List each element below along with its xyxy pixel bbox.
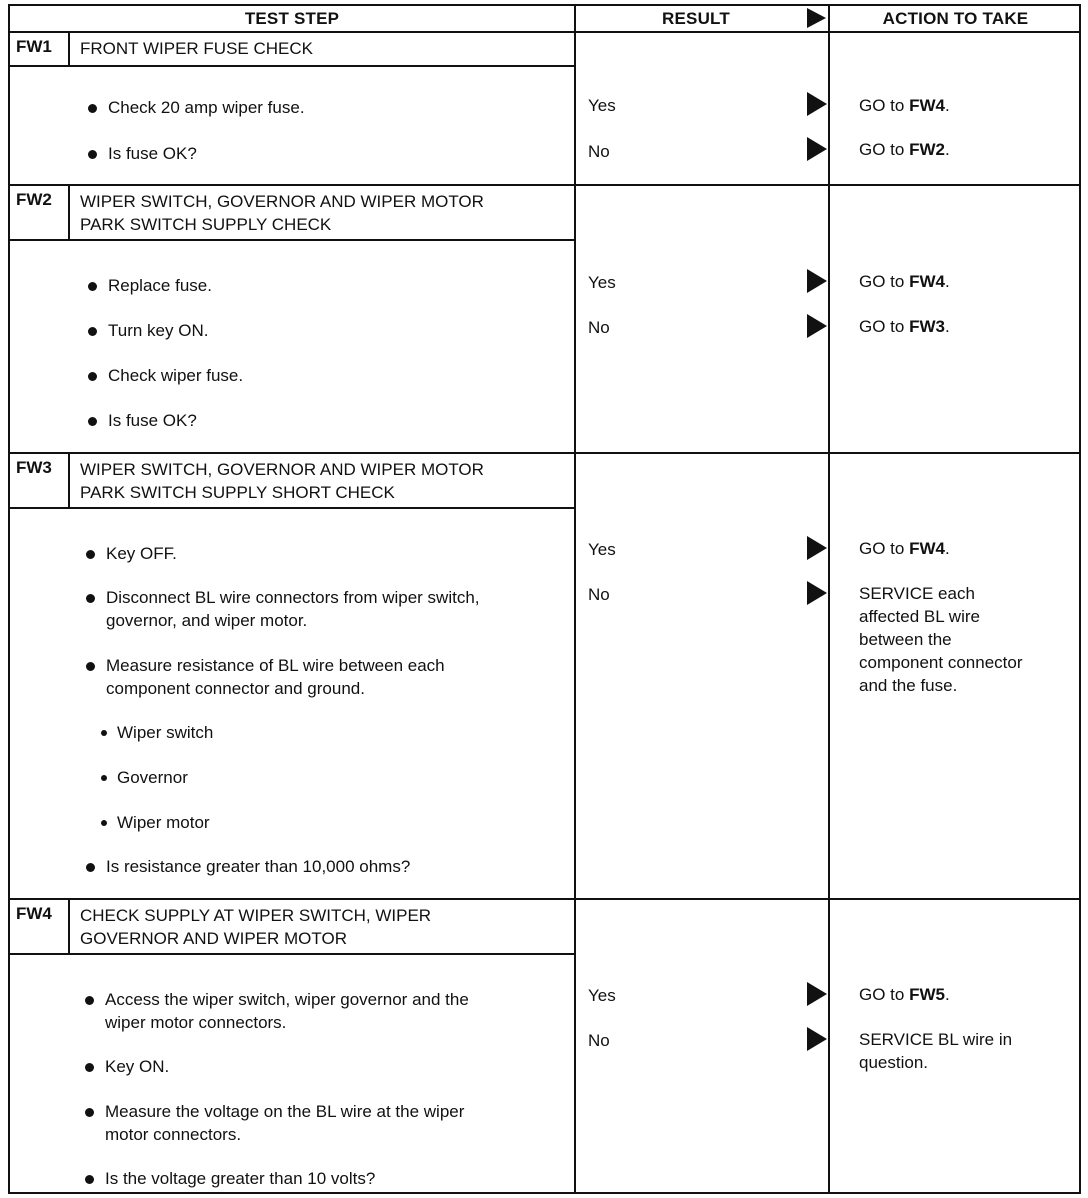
- result-no: No: [588, 585, 610, 604]
- result-arrow-icon: [807, 982, 827, 1006]
- step-bullet: Disconnect BL wire connectors from wiper switch, governor, and wiper motor.: [106, 586, 480, 632]
- result-yes: Yes: [588, 540, 616, 559]
- step-id: FW1: [10, 33, 70, 65]
- step-bullet: Turn key ON.: [108, 319, 208, 342]
- step-bullet: Key ON.: [105, 1055, 169, 1078]
- result-arrow-icon: [807, 536, 827, 560]
- bullet-icon: [85, 1108, 94, 1117]
- result-no: No: [588, 1031, 610, 1050]
- step-sub-bullet: Wiper motor: [117, 811, 210, 834]
- bullet-icon: [88, 327, 97, 336]
- step-title: FRONT WIPER FUSE CHECK: [80, 39, 313, 58]
- step-title: CHECK SUPPLY AT WIPER SWITCH, WIPER GOVERNOR AND WIPER MOTOR: [80, 906, 432, 948]
- bullet-icon: [88, 150, 97, 159]
- step-bullet: Measure the voltage on the BL wire at the wiper motor connectors.: [105, 1100, 464, 1146]
- header-arrow-icon: [807, 8, 826, 28]
- result-yes: Yes: [588, 273, 616, 292]
- result-arrow-icon: [807, 269, 827, 293]
- result-yes: Yes: [588, 986, 616, 1005]
- bullet-icon: [101, 730, 107, 736]
- step-bullet: Check wiper fuse.: [108, 364, 243, 387]
- bullet-icon: [101, 820, 107, 826]
- bullet-icon: [85, 996, 94, 1005]
- result-arrow-icon: [807, 1027, 827, 1051]
- bullet-icon: [85, 1175, 94, 1184]
- action-text: GO to FW4.: [859, 539, 950, 558]
- diagnostic-table: [8, 4, 1081, 1194]
- action-text: GO to FW5.: [859, 985, 950, 1004]
- result-yes: Yes: [588, 96, 616, 115]
- step-bullet: Is the voltage greater than 10 volts?: [105, 1167, 375, 1190]
- step-id: FW4: [10, 900, 70, 953]
- action-text: SERVICE each affected BL wire between the component connector and the fuse.: [859, 584, 1023, 695]
- step-sub-bullet: Governor: [117, 766, 188, 789]
- bullet-icon: [86, 863, 95, 872]
- step-bullet: Key OFF.: [106, 542, 177, 565]
- step-bullet: Check 20 amp wiper fuse.: [108, 96, 305, 119]
- result-no: No: [588, 142, 610, 161]
- step-bullet: Is fuse OK?: [108, 142, 197, 165]
- step-bullet: Is fuse OK?: [108, 409, 197, 432]
- action-text: GO to FW4.: [859, 96, 950, 115]
- step-header-fw1: [10, 33, 576, 67]
- step-sub-bullet: Wiper switch: [117, 721, 213, 744]
- step-header-fw2: [10, 186, 576, 241]
- result-no: No: [588, 318, 610, 337]
- step-bullet: Access the wiper switch, wiper governor and the wiper motor connectors.: [105, 988, 469, 1034]
- step-title: WIPER SWITCH, GOVERNOR AND WIPER MOTOR PARK SWITCH SUPPLY CHECK: [80, 192, 484, 234]
- bullet-icon: [86, 662, 95, 671]
- result-arrow-icon: [807, 92, 827, 116]
- bullet-icon: [88, 282, 97, 291]
- header-action: ACTION TO TAKE: [882, 9, 1029, 28]
- result-arrow-icon: [807, 137, 827, 161]
- step-bullet: Replace fuse.: [108, 274, 212, 297]
- bullet-icon: [88, 104, 97, 113]
- bullet-icon: [88, 417, 97, 426]
- action-text: SERVICE BL wire in question.: [859, 1030, 1013, 1072]
- bullet-icon: [88, 372, 97, 381]
- step-id: FW3: [10, 454, 70, 507]
- step-id: FW2: [10, 186, 70, 239]
- result-arrow-icon: [807, 581, 827, 605]
- step-header-fw3: [10, 454, 576, 509]
- bullet-icon: [101, 775, 107, 781]
- action-text: GO to FW3.: [859, 317, 950, 336]
- bullet-icon: [86, 594, 95, 603]
- bullet-icon: [86, 550, 95, 559]
- header-test-step: TEST STEP: [244, 9, 340, 28]
- step-title: WIPER SWITCH, GOVERNOR AND WIPER MOTOR PARK SWITCH SUPPLY SHORT CHECK: [80, 460, 484, 502]
- step-header-fw4: [10, 900, 576, 955]
- action-text: GO to FW2.: [859, 140, 950, 159]
- step-bullet: Measure resistance of BL wire between each component connector and ground.: [106, 654, 445, 700]
- header-result: RESULT: [662, 9, 730, 28]
- bullet-icon: [85, 1063, 94, 1072]
- result-arrow-icon: [807, 314, 827, 338]
- step-bullet: Is resistance greater than 10,000 ohms?: [106, 855, 410, 878]
- action-text: GO to FW4.: [859, 272, 950, 291]
